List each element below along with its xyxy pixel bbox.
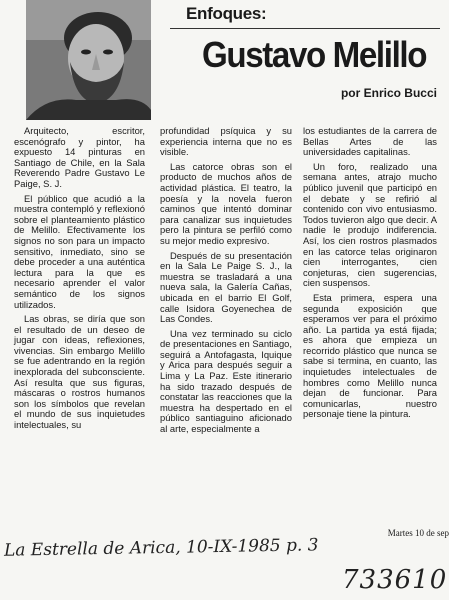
section-label: Enfoques: xyxy=(186,4,267,23)
paragraph: profundidad psíquica y su experiencia interna que no es visible. xyxy=(160,125,292,158)
paragraph: Una vez terminado su ciclo de presentaciones en Santiago, seguirá a Antofagasta, Iquique y Arica para después seguir a Lima y La Paz. Este itinerario ha sido trazado después de constatar las reacciones que la muestra ha despertado en el público santiaguino aficionado al arte, especialmente a xyxy=(160,327,292,435)
handwritten-archive-number: 733610 xyxy=(342,565,448,595)
article-byline: por Enrico Bucci xyxy=(340,86,437,100)
paragraph: Esta primera, espera una segunda exposición que esperamos ver para el próximo año. La partida ya está fijada; es ahora que empieza un recorrido plástico que nunca se sabe si termina, en cuanto, las inquietudes intelectuales de hombres como Melillo nunca dejan de funcionar. Para comunicarlas, nuestro personaje tiene la pintura. xyxy=(303,291,437,420)
article-column-1 xyxy=(14,126,145,435)
paragraph: Después de su presentación en la Sala Le Paige S. J., la muestra se trasladará a una nueva sala, la Galería Cañas, ubicada en el barrio El Golf, calle Isidora Goyenechea de Las Condes. xyxy=(160,249,292,325)
author-portrait-photo xyxy=(26,0,151,120)
article-column-2 xyxy=(160,126,292,439)
handwritten-source-note: La Estrella de Arica, 10-IX-1985 p. 3 xyxy=(3,535,319,561)
paragraph: El público que acudió a la muestra contempló y reflexionó sobre el planteamiento plástico de Melillo. Efectivamente los signos no son para un impacto sensitivo, inmediato, sino se debe proceder a una auténtica lectura para la que es necesario aprender el valor semántico de los signos utilizados. xyxy=(14,192,145,310)
paragraph: Arquitecto, escritor, escenógrafo y pintor, ha expuesto 14 pinturas en Santiago de Chile, en la Sala Reverendo Padre Gustavo Le Paige, S. J. xyxy=(14,125,145,189)
paragraph: Las obras, se diría que son el resultado de un deseo de jugar con ideas, reflexiones, vivencias. Sin embargo Melillo se fue adentrando en la región inexplorada del subconsciente. Así resulta que sus figuras, máscaras o rostros humanos son los símbolos que revelan el mundo de sus inquietudes intelectuales, su xyxy=(14,313,145,431)
paragraph: los estudiantes de la carrera de Bellas Artes de las universidades capitalinas. xyxy=(303,125,437,158)
paragraph: Un foro, realizado una semana antes, atrajo mucho público juvenil que participó en el debate y se refirió al contenido con vivo entusiasmo. Todos tuvieron algo que decir. A nadie le produjo indiferencia. Así, los cien rostros plasmados en las catorce telas originaron cien interrogantes, cien conjeturas, cien sugerencias, cien suspensos. xyxy=(303,160,437,289)
header-divider xyxy=(170,28,440,29)
article-column-3 xyxy=(303,126,437,424)
page-dateline: Martes 10 de sep xyxy=(387,528,449,538)
article-headline: Gustavo Melillo xyxy=(202,34,427,75)
paragraph: Las catorce obras son el producto de muchos años de actividad plástica. El teatro, la poesía y la novela fueron caminos que intentó dominar para canalizar sus inquietudes pero la pintura se perfiló como su mejor medio expresivo. xyxy=(160,160,292,246)
